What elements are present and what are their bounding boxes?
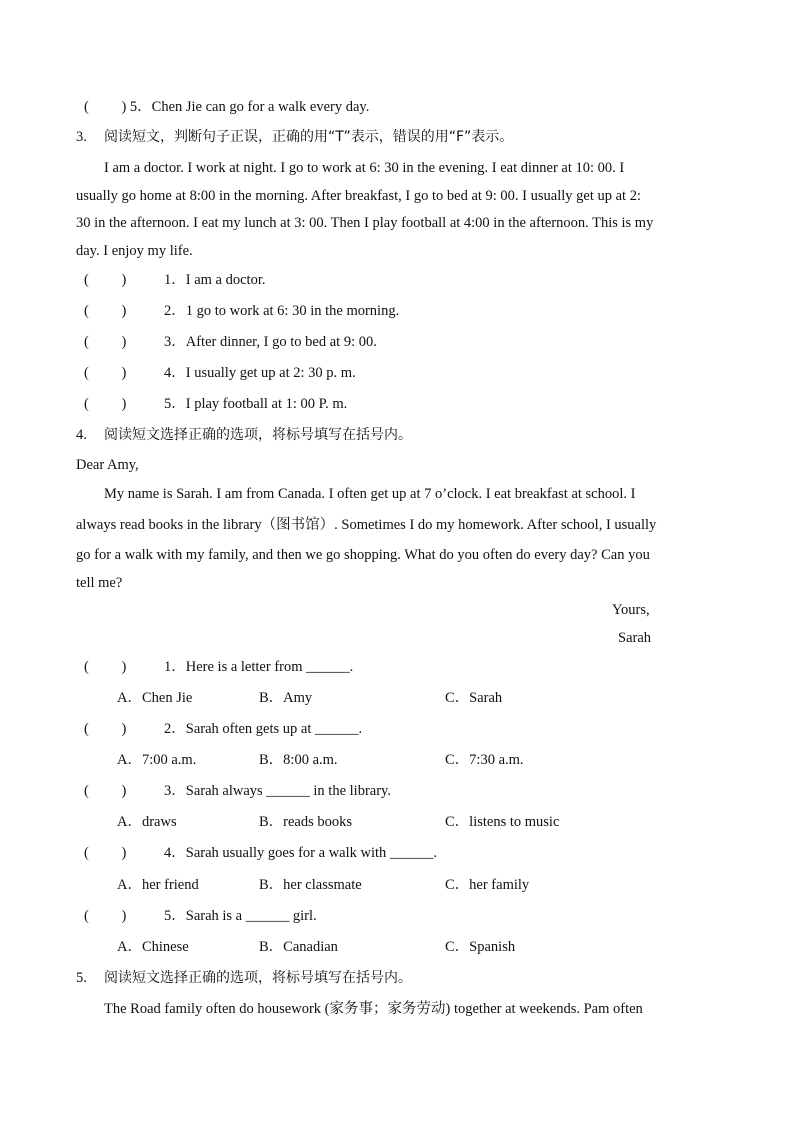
question-text: 4．Sarah usually goes for a walk with ______. [164, 845, 438, 861]
answer-blank[interactable]: ( ) [84, 303, 127, 319]
letter-closing: Yours, [612, 602, 650, 618]
answer-blank[interactable]: ( ) [84, 396, 127, 412]
section3-heading [76, 127, 513, 147]
section3-passage-line: day. I enjoy my life. [76, 243, 193, 259]
section4-number: 4. [76, 427, 87, 443]
answer-blank[interactable]: ( ) [84, 272, 127, 288]
options-row [0, 875, 794, 895]
question-text: 3．After dinner, I go to bed at 9: 00. [164, 334, 377, 350]
section3-question [84, 301, 399, 321]
section3-question [84, 394, 347, 414]
option-c[interactable]: C．Sarah [445, 690, 503, 706]
section5-passage-line: The Road family often do housework (家务事；家务劳动) together at weekends. Pam often [104, 1001, 643, 1017]
question-text: 2．1 go to work at 6: 30 in the morning. [164, 303, 400, 319]
question-text: 3．Sarah always ______ in the library. [164, 783, 391, 799]
answer-blank[interactable]: ( ) [84, 845, 127, 861]
option-a[interactable]: A．Chinese [117, 939, 189, 955]
section3-passage-line: usually go home at 8:00 in the morning. After breakfast, I go to bed at 9: 00. I usually get up at 2: [76, 188, 641, 204]
question-text: 1．I am a doctor. [164, 272, 266, 288]
option-a[interactable]: A．draws [117, 814, 177, 830]
answer-blank[interactable]: ( ) [84, 783, 127, 799]
answer-blank[interactable]: ( ) [84, 659, 127, 675]
options-row [0, 937, 794, 957]
option-c[interactable]: C．Spanish [445, 939, 516, 955]
section3-question [84, 363, 356, 383]
section4-question [84, 906, 317, 926]
options-row [0, 812, 794, 832]
section4-question [84, 657, 353, 677]
section3-question [84, 270, 265, 290]
section3-instruction: 阅读短文，判断句子正误，正确的用“T”表示，错误的用“F”表示。 [104, 129, 514, 145]
option-b[interactable]: B．Canadian [259, 939, 338, 955]
option-b[interactable]: B．her classmate [259, 877, 362, 893]
question-text: 5．I play football at 1: 00 P. m. [164, 396, 348, 412]
option-b[interactable]: B．reads books [259, 814, 353, 830]
question-text: 4．I usually get up at 2: 30 p. m. [164, 365, 356, 381]
letter-passage-line: My name is Sarah. I am from Canada. I often get up at 7 o’clock. I eat breakfast at school. I [104, 486, 636, 502]
answer-blank[interactable]: ( ) [84, 334, 127, 350]
q2-question-5: ( ) 5．Chen Jie can go for a walk every day. [84, 99, 370, 115]
section4-heading [76, 425, 412, 445]
section3-number: 3. [76, 129, 87, 145]
question-text: 2．Sarah often gets up at ______. [164, 721, 363, 737]
question-text: 5．Sarah is a ______ girl. [164, 908, 317, 924]
option-c[interactable]: C．her family [445, 877, 530, 893]
letter-passage-line: always read books in the library（图书馆）. Sometimes I do my homework. After school, I usually [76, 517, 657, 533]
answer-blank[interactable]: ( ) [84, 365, 127, 381]
section4-question [84, 843, 437, 863]
option-c[interactable]: C．listens to music [445, 814, 560, 830]
letter-passage-line: tell me? [76, 575, 123, 591]
answer-blank[interactable]: ( ) [84, 721, 127, 737]
answer-blank[interactable]: ( ) [84, 908, 127, 924]
option-b[interactable]: B．8:00 a.m. [259, 752, 338, 768]
section3-passage-line: 30 in the afternoon. I eat my lunch at 3: 00. Then I play football at 4:00 in the afternoon. This is my [76, 215, 654, 231]
section3-question [84, 332, 377, 352]
section4-question [84, 719, 362, 739]
section4-instruction: 阅读短文选择正确的选项，将标号填写在括号内。 [104, 427, 412, 443]
section4-question [84, 781, 391, 801]
option-a[interactable]: A．Chen Jie [117, 690, 193, 706]
option-c[interactable]: C．7:30 a.m. [445, 752, 524, 768]
section5-number: 5. [76, 970, 87, 986]
section5-instruction: 阅读短文选择正确的选项，将标号填写在括号内。 [104, 970, 412, 986]
letter-signature: Sarah [618, 630, 652, 646]
letter-salutation: Dear Amy, [76, 457, 139, 473]
section3-passage-line: I am a doctor. I work at night. I go to work at 6: 30 in the evening. I eat dinner at 10: 00. I [104, 160, 625, 176]
option-b[interactable]: B．Amy [259, 690, 313, 706]
section5-heading [76, 968, 412, 988]
options-row [0, 750, 794, 770]
option-a[interactable]: A．her friend [117, 877, 199, 893]
question-text: 1．Here is a letter from ______. [164, 659, 354, 675]
option-a[interactable]: A．7:00 a.m. [117, 752, 197, 768]
letter-passage-line: go for a walk with my family, and then we go shopping. What do you often do every day? Can you [76, 547, 650, 563]
options-row [0, 688, 794, 708]
